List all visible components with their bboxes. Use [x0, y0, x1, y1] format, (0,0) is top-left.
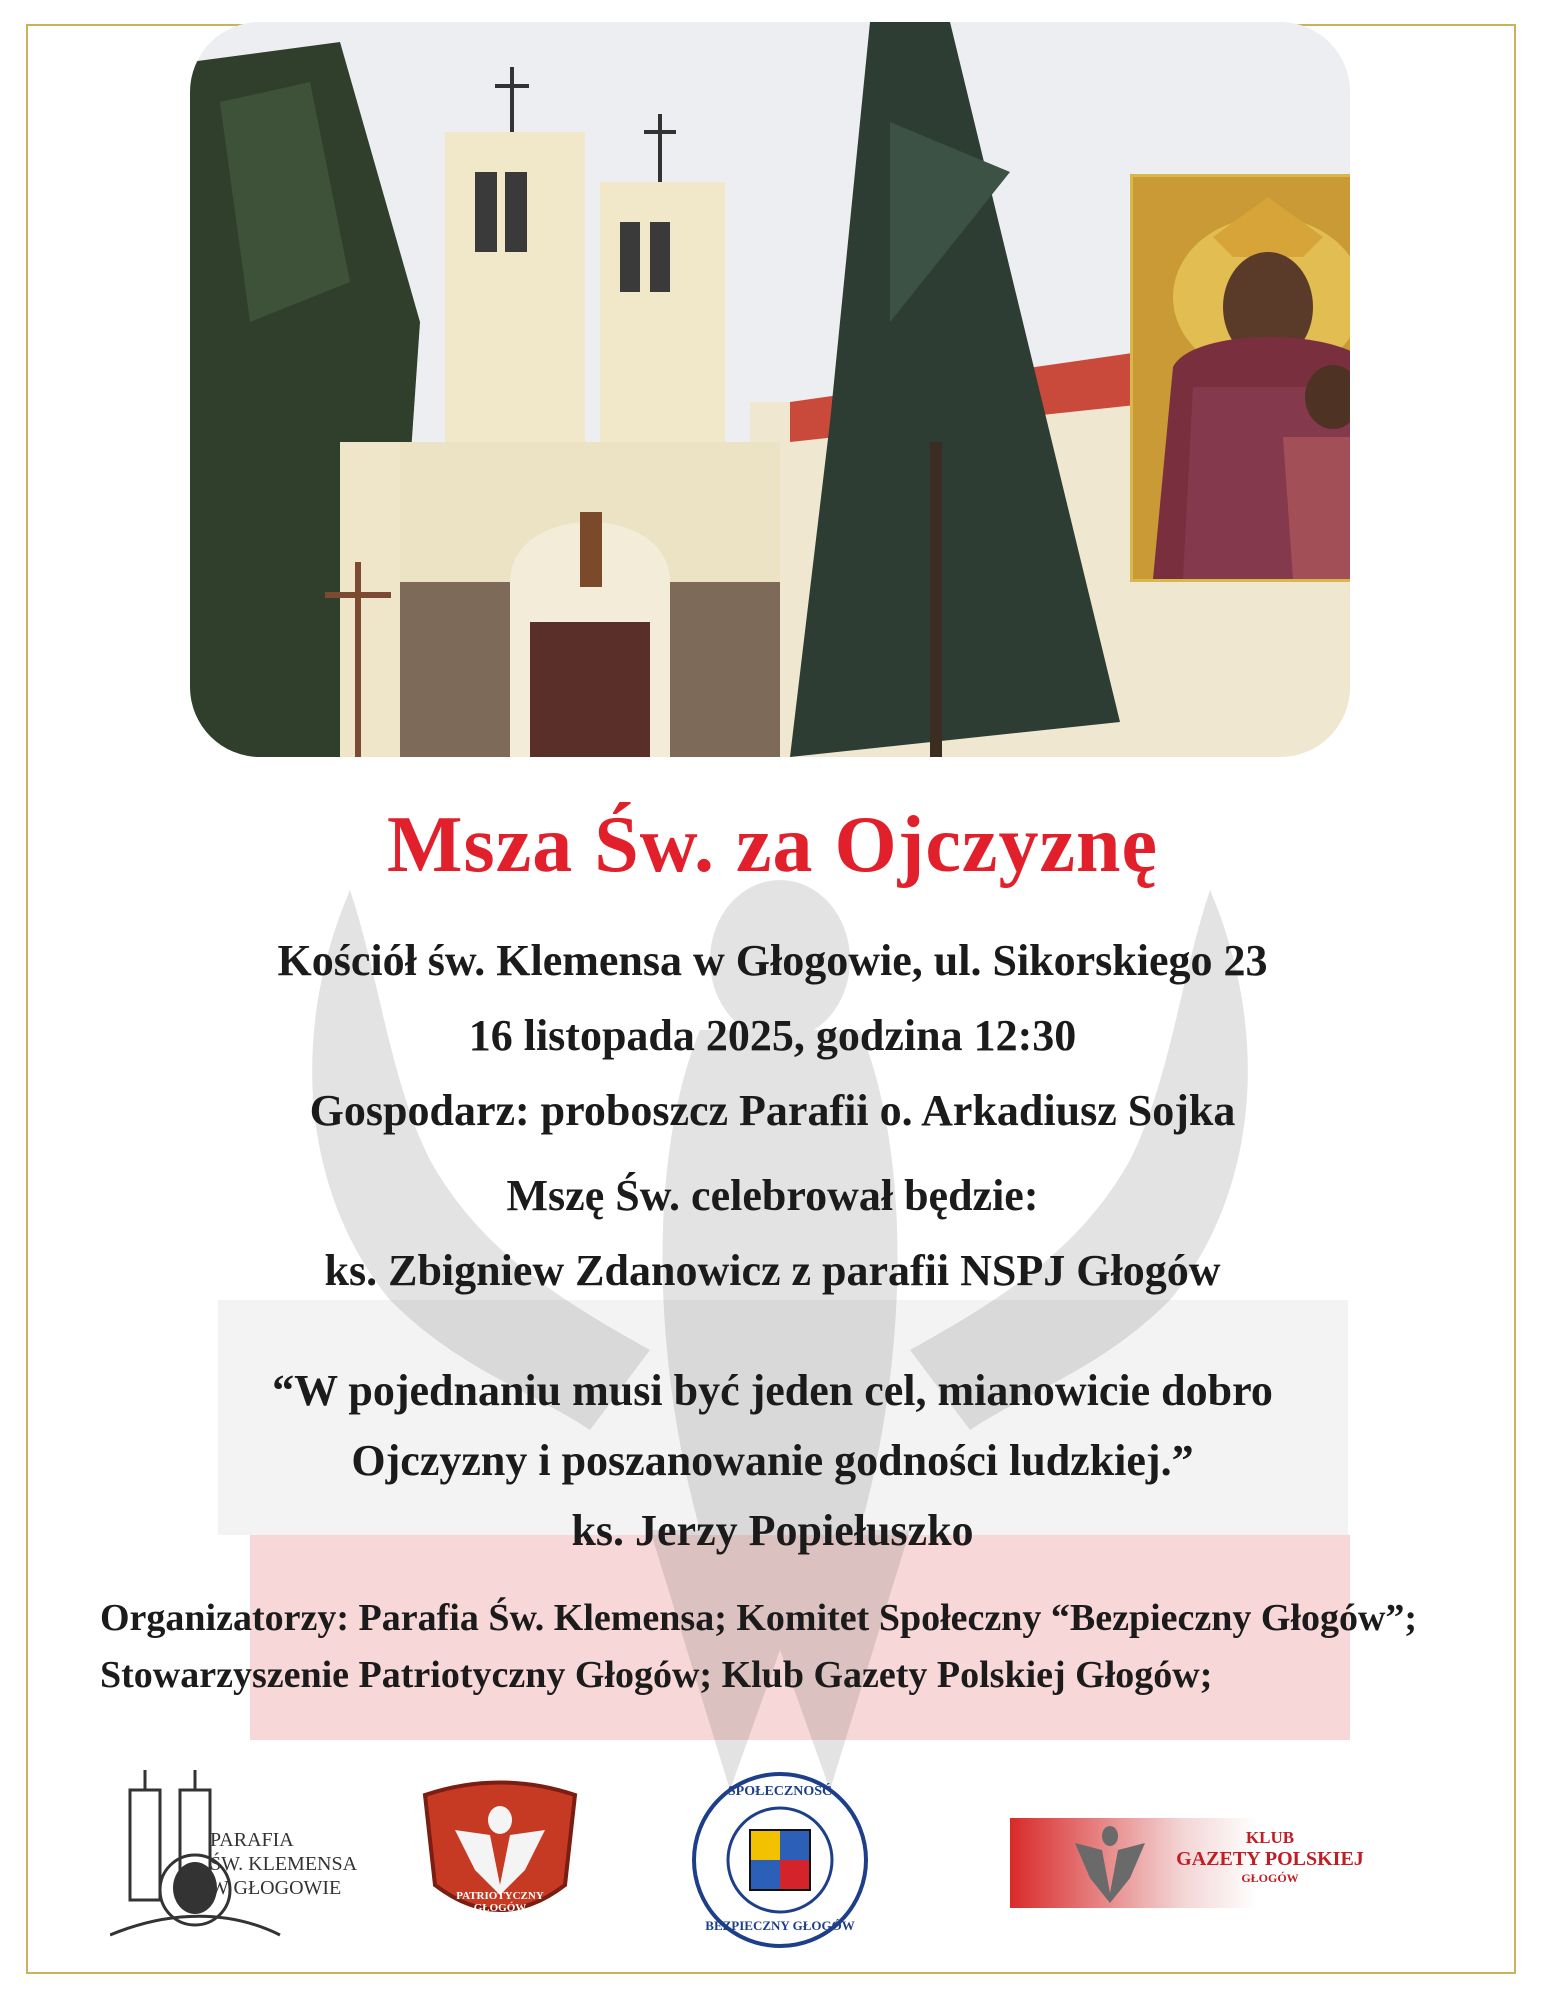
parafia-logo-line2: ŚW. KLEMENSA	[210, 1853, 358, 1875]
silver-eagle-icon	[1070, 1818, 1150, 1908]
celebrant-intro: Mszę Św. celebrował będzie:	[506, 1171, 1039, 1220]
klub-logo-line3: GŁOGÓW	[1241, 1871, 1299, 1885]
parafia-logo-line3: W GŁOGOWIE	[210, 1877, 342, 1899]
host-text: Gospodarz: proboszcz Parafii o. Arkadiusz Sojka	[309, 1086, 1236, 1135]
parafia-logo-line1: PARAFIA	[210, 1829, 294, 1851]
parafia-logo	[110, 1760, 360, 1940]
madonna-icon-image	[1130, 174, 1350, 582]
datetime-text: 16 listopada 2025, godzina 12:30	[468, 1011, 1077, 1060]
klub-gazety-polskiej-logo	[1010, 1818, 1390, 1908]
bezpieczny-logo-bottom: BEZPIECZNY GŁOGÓW	[705, 1918, 855, 1933]
location-text: Kościół św. Klemensa w Głogowie, ul. Sikorskiego 23	[277, 936, 1268, 985]
church-photo	[190, 22, 1350, 757]
celebrant-text: ks. Zbigniew Zdanowicz z parafii NSPJ Głogów	[324, 1246, 1221, 1295]
bezpieczny-glogow-logo	[690, 1770, 870, 1950]
bezpieczny-logo-top: SPOŁECZNOŚĆ	[727, 1784, 833, 1799]
quote-line-1: “W pojednaniu musi być jeden cel, mianowicie dobro	[272, 1366, 1273, 1415]
patriotyczny-logo-text: PATRIOTYCZNY GŁOGÓW	[456, 1890, 544, 1914]
klub-logo-line2: GAZETY POLSKIEJ	[1176, 1848, 1364, 1870]
organizers-text: Organizatorzy: Parafia Św. Klemensa; Komitet Społeczny “Bezpieczny Głogów”; Stowarzyszenie Patriotyczny Głogów; Klub Gazety Polskiej Głogów;	[100, 1597, 1418, 1696]
patriotyczny-glogow-logo	[420, 1775, 580, 1930]
page-title: Msza Św. za Ojczyznę	[387, 801, 1158, 889]
quote-line-2: Ojczyzny i poszanowanie godności ludzkiej.”	[351, 1436, 1194, 1485]
klub-logo-line1: KLUB	[1245, 1828, 1295, 1847]
quote-author: ks. Jerzy Popiełuszko	[571, 1506, 974, 1555]
